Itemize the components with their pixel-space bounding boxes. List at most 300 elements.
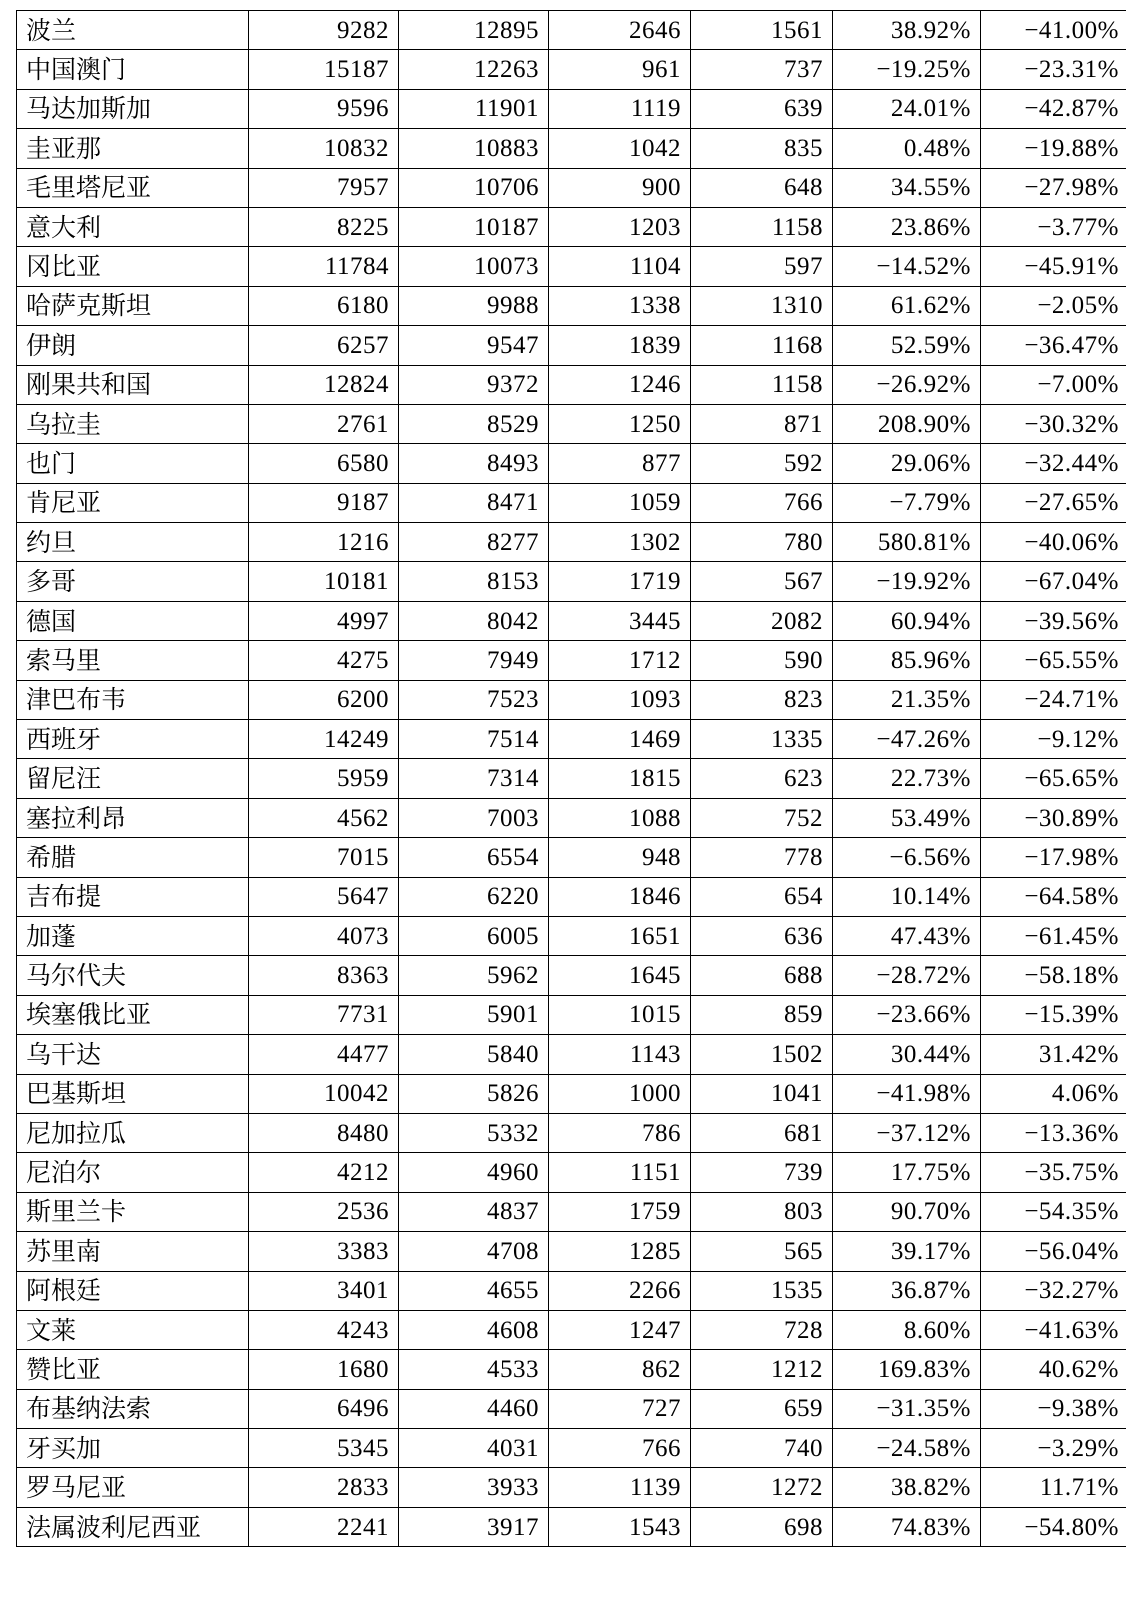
- cell-value2: 5901: [399, 995, 549, 1034]
- cell-pct1: 60.94%: [833, 601, 981, 640]
- cell-pct1: 74.83%: [833, 1507, 981, 1546]
- cell-value1: 2536: [249, 1192, 399, 1231]
- table-row: [17, 720, 1126, 759]
- cell-pct2: −32.44%: [981, 444, 1126, 483]
- cell-value3: 1651: [549, 916, 691, 955]
- statistics-table: [16, 10, 1126, 1547]
- row-label: 尼泊尔: [17, 1153, 249, 1192]
- row-label: 德国: [17, 601, 249, 640]
- cell-value1: 7015: [249, 838, 399, 877]
- cell-value1: 5345: [249, 1429, 399, 1468]
- cell-pct1: −14.52%: [833, 247, 981, 286]
- cell-pct1: −26.92%: [833, 365, 981, 404]
- cell-pct2: 40.62%: [981, 1350, 1126, 1389]
- cell-value4: 681: [691, 1113, 833, 1152]
- cell-pct1: −19.25%: [833, 50, 981, 89]
- cell-pct2: −30.32%: [981, 404, 1126, 443]
- row-label: 津巴布韦: [17, 680, 249, 719]
- row-label: 乌干达: [17, 1035, 249, 1074]
- cell-pct2: −9.12%: [981, 720, 1126, 759]
- row-label: 布基纳法索: [17, 1389, 249, 1428]
- cell-value3: 1151: [549, 1153, 691, 1192]
- row-label: 波兰: [17, 11, 249, 50]
- table-row: [17, 1271, 1126, 1310]
- row-label: 冈比亚: [17, 247, 249, 286]
- cell-pct2: −27.65%: [981, 483, 1126, 522]
- cell-value2: 8042: [399, 601, 549, 640]
- cell-pct1: 17.75%: [833, 1153, 981, 1192]
- cell-value4: 1158: [691, 365, 833, 404]
- cell-value4: 565: [691, 1232, 833, 1271]
- cell-pct1: 22.73%: [833, 759, 981, 798]
- cell-value4: 654: [691, 877, 833, 916]
- cell-value3: 1139: [549, 1468, 691, 1507]
- cell-value4: 567: [691, 562, 833, 601]
- cell-value3: 1143: [549, 1035, 691, 1074]
- cell-value3: 1203: [549, 207, 691, 246]
- cell-value1: 5959: [249, 759, 399, 798]
- table-row: [17, 759, 1126, 798]
- cell-value4: 590: [691, 641, 833, 680]
- cell-pct1: 36.87%: [833, 1271, 981, 1310]
- cell-value2: 3933: [399, 1468, 549, 1507]
- cell-pct1: 580.81%: [833, 523, 981, 562]
- cell-value2: 5840: [399, 1035, 549, 1074]
- table-row: [17, 89, 1126, 128]
- cell-value4: 778: [691, 838, 833, 877]
- cell-value4: 1535: [691, 1271, 833, 1310]
- cell-value4: 1168: [691, 326, 833, 365]
- cell-value1: 3401: [249, 1271, 399, 1310]
- cell-pct2: −2.05%: [981, 286, 1126, 325]
- cell-value4: 636: [691, 916, 833, 955]
- cell-value3: 961: [549, 50, 691, 89]
- cell-value2: 4837: [399, 1192, 549, 1231]
- table-row: [17, 50, 1126, 89]
- cell-pct1: −41.98%: [833, 1074, 981, 1113]
- row-label: 马尔代夫: [17, 956, 249, 995]
- cell-value2: 8153: [399, 562, 549, 601]
- cell-pct2: −32.27%: [981, 1271, 1126, 1310]
- cell-pct2: −19.88%: [981, 129, 1126, 168]
- row-label: 巴基斯坦: [17, 1074, 249, 1113]
- cell-pct2: −54.35%: [981, 1192, 1126, 1231]
- cell-value1: 2761: [249, 404, 399, 443]
- cell-value1: 2833: [249, 1468, 399, 1507]
- table-row: [17, 1113, 1126, 1152]
- row-label: 牙买加: [17, 1429, 249, 1468]
- cell-value1: 4073: [249, 916, 399, 955]
- cell-pct2: −13.36%: [981, 1113, 1126, 1152]
- cell-value4: 780: [691, 523, 833, 562]
- cell-pct2: −23.31%: [981, 50, 1126, 89]
- row-label: 圭亚那: [17, 129, 249, 168]
- cell-value3: 1839: [549, 326, 691, 365]
- table-row: [17, 1350, 1126, 1389]
- cell-value4: 639: [691, 89, 833, 128]
- cell-pct1: 52.59%: [833, 326, 981, 365]
- cell-value3: 948: [549, 838, 691, 877]
- cell-value4: 1310: [691, 286, 833, 325]
- table-row: [17, 444, 1126, 483]
- cell-value2: 8471: [399, 483, 549, 522]
- cell-value3: 1469: [549, 720, 691, 759]
- cell-value3: 1247: [549, 1310, 691, 1349]
- cell-value1: 9187: [249, 483, 399, 522]
- table-row: [17, 956, 1126, 995]
- cell-value2: 11901: [399, 89, 549, 128]
- cell-value3: 766: [549, 1429, 691, 1468]
- cell-value4: 698: [691, 1507, 833, 1546]
- row-label: 留尼汪: [17, 759, 249, 798]
- table-row: [17, 1507, 1126, 1546]
- cell-value4: 1561: [691, 11, 833, 50]
- cell-value3: 727: [549, 1389, 691, 1428]
- cell-value4: 835: [691, 129, 833, 168]
- row-label: 罗马尼亚: [17, 1468, 249, 1507]
- row-label: 毛里塔尼亚: [17, 168, 249, 207]
- cell-value1: 4997: [249, 601, 399, 640]
- cell-pct2: −24.71%: [981, 680, 1126, 719]
- row-label: 希腊: [17, 838, 249, 877]
- cell-pct1: 53.49%: [833, 798, 981, 837]
- cell-value2: 5962: [399, 956, 549, 995]
- table-row: [17, 326, 1126, 365]
- cell-pct2: −3.77%: [981, 207, 1126, 246]
- cell-pct1: 23.86%: [833, 207, 981, 246]
- cell-value1: 2241: [249, 1507, 399, 1546]
- row-label: 尼加拉瓜: [17, 1113, 249, 1152]
- cell-value3: 1088: [549, 798, 691, 837]
- cell-pct1: 90.70%: [833, 1192, 981, 1231]
- cell-value2: 6220: [399, 877, 549, 916]
- cell-value3: 2646: [549, 11, 691, 50]
- cell-value1: 6180: [249, 286, 399, 325]
- cell-pct2: −30.89%: [981, 798, 1126, 837]
- cell-pct1: 38.92%: [833, 11, 981, 50]
- cell-pct2: −7.00%: [981, 365, 1126, 404]
- cell-pct1: 85.96%: [833, 641, 981, 680]
- row-label: 肯尼亚: [17, 483, 249, 522]
- cell-value2: 4960: [399, 1153, 549, 1192]
- cell-value2: 7523: [399, 680, 549, 719]
- cell-pct2: −54.80%: [981, 1507, 1126, 1546]
- cell-value3: 1645: [549, 956, 691, 995]
- cell-value3: 1815: [549, 759, 691, 798]
- cell-pct2: −3.29%: [981, 1429, 1126, 1468]
- cell-value1: 5647: [249, 877, 399, 916]
- cell-value4: 648: [691, 168, 833, 207]
- row-label: 也门: [17, 444, 249, 483]
- cell-value4: 1212: [691, 1350, 833, 1389]
- cell-value2: 9547: [399, 326, 549, 365]
- row-label: 赞比亚: [17, 1350, 249, 1389]
- row-label: 多哥: [17, 562, 249, 601]
- cell-value2: 7003: [399, 798, 549, 837]
- cell-pct2: −41.00%: [981, 11, 1126, 50]
- cell-value3: 2266: [549, 1271, 691, 1310]
- cell-value4: 1502: [691, 1035, 833, 1074]
- cell-pct1: −23.66%: [833, 995, 981, 1034]
- cell-value1: 8480: [249, 1113, 399, 1152]
- cell-value3: 862: [549, 1350, 691, 1389]
- cell-value2: 10187: [399, 207, 549, 246]
- cell-pct1: −37.12%: [833, 1113, 981, 1152]
- cell-value2: 5826: [399, 1074, 549, 1113]
- row-label: 索马里: [17, 641, 249, 680]
- cell-value2: 12895: [399, 11, 549, 50]
- cell-pct2: −67.04%: [981, 562, 1126, 601]
- cell-value1: 6257: [249, 326, 399, 365]
- cell-value3: 1119: [549, 89, 691, 128]
- cell-value2: 4533: [399, 1350, 549, 1389]
- cell-value4: 739: [691, 1153, 833, 1192]
- cell-value3: 900: [549, 168, 691, 207]
- cell-value1: 11784: [249, 247, 399, 286]
- cell-value4: 871: [691, 404, 833, 443]
- cell-value2: 3917: [399, 1507, 549, 1546]
- row-label: 吉布提: [17, 877, 249, 916]
- cell-pct1: 38.82%: [833, 1468, 981, 1507]
- cell-pct1: 8.60%: [833, 1310, 981, 1349]
- cell-value3: 1338: [549, 286, 691, 325]
- table-row: [17, 168, 1126, 207]
- cell-value3: 1059: [549, 483, 691, 522]
- cell-value1: 12824: [249, 365, 399, 404]
- table-row: [17, 1429, 1126, 1468]
- cell-value1: 3383: [249, 1232, 399, 1271]
- cell-value3: 1719: [549, 562, 691, 601]
- cell-value2: 4460: [399, 1389, 549, 1428]
- cell-value4: 740: [691, 1429, 833, 1468]
- table-row: [17, 1192, 1126, 1231]
- cell-pct2: 31.42%: [981, 1035, 1126, 1074]
- table-row: [17, 286, 1126, 325]
- cell-value4: 1335: [691, 720, 833, 759]
- cell-pct2: 11.71%: [981, 1468, 1126, 1507]
- row-label: 刚果共和国: [17, 365, 249, 404]
- cell-pct2: −64.58%: [981, 877, 1126, 916]
- cell-pct1: −6.56%: [833, 838, 981, 877]
- cell-value2: 4655: [399, 1271, 549, 1310]
- cell-pct1: 34.55%: [833, 168, 981, 207]
- cell-value1: 7731: [249, 995, 399, 1034]
- row-label: 苏里南: [17, 1232, 249, 1271]
- cell-value2: 7949: [399, 641, 549, 680]
- cell-value3: 1285: [549, 1232, 691, 1271]
- cell-value2: 10073: [399, 247, 549, 286]
- cell-pct2: −65.55%: [981, 641, 1126, 680]
- cell-value1: 4477: [249, 1035, 399, 1074]
- cell-value1: 7957: [249, 168, 399, 207]
- cell-value4: 688: [691, 956, 833, 995]
- row-label: 伊朗: [17, 326, 249, 365]
- cell-pct2: −42.87%: [981, 89, 1126, 128]
- table-row: [17, 1035, 1126, 1074]
- cell-pct1: −7.79%: [833, 483, 981, 522]
- cell-pct2: −17.98%: [981, 838, 1126, 877]
- cell-value1: 1216: [249, 523, 399, 562]
- cell-value2: 6005: [399, 916, 549, 955]
- cell-value3: 786: [549, 1113, 691, 1152]
- cell-value4: 737: [691, 50, 833, 89]
- cell-value2: 7314: [399, 759, 549, 798]
- cell-value4: 859: [691, 995, 833, 1034]
- cell-pct2: −58.18%: [981, 956, 1126, 995]
- row-label: 法属波利尼西亚: [17, 1507, 249, 1546]
- cell-value4: 823: [691, 680, 833, 719]
- row-label: 意大利: [17, 207, 249, 246]
- cell-value1: 8363: [249, 956, 399, 995]
- table-row: [17, 1232, 1126, 1271]
- cell-value3: 1246: [549, 365, 691, 404]
- table-row: [17, 1153, 1126, 1192]
- cell-pct2: −35.75%: [981, 1153, 1126, 1192]
- cell-value1: 15187: [249, 50, 399, 89]
- row-label: 中国澳门: [17, 50, 249, 89]
- table-row: [17, 562, 1126, 601]
- cell-value2: 4708: [399, 1232, 549, 1271]
- row-label: 西班牙: [17, 720, 249, 759]
- cell-pct2: −65.65%: [981, 759, 1126, 798]
- row-label: 约旦: [17, 523, 249, 562]
- cell-pct2: −61.45%: [981, 916, 1126, 955]
- cell-value1: 6496: [249, 1389, 399, 1428]
- cell-value3: 1042: [549, 129, 691, 168]
- row-label: 乌拉圭: [17, 404, 249, 443]
- row-label: 马达加斯加: [17, 89, 249, 128]
- table-row: [17, 798, 1126, 837]
- table-row: [17, 207, 1126, 246]
- table-row: [17, 916, 1126, 955]
- cell-pct1: 29.06%: [833, 444, 981, 483]
- table-row: [17, 1310, 1126, 1349]
- cell-value4: 728: [691, 1310, 833, 1349]
- cell-value4: 766: [691, 483, 833, 522]
- cell-value2: 10706: [399, 168, 549, 207]
- row-label: 哈萨克斯坦: [17, 286, 249, 325]
- cell-value1: 9596: [249, 89, 399, 128]
- cell-value2: 8493: [399, 444, 549, 483]
- cell-value4: 1041: [691, 1074, 833, 1113]
- cell-value1: 14249: [249, 720, 399, 759]
- cell-pct1: 10.14%: [833, 877, 981, 916]
- table-row: [17, 11, 1126, 50]
- cell-value1: 10832: [249, 129, 399, 168]
- cell-pct2: −15.39%: [981, 995, 1126, 1034]
- table-row: [17, 247, 1126, 286]
- cell-pct1: 30.44%: [833, 1035, 981, 1074]
- cell-pct1: 0.48%: [833, 129, 981, 168]
- row-label: 阿根廷: [17, 1271, 249, 1310]
- cell-pct1: −19.92%: [833, 562, 981, 601]
- table-row: [17, 1468, 1126, 1507]
- table-row: [17, 877, 1126, 916]
- cell-pct1: −31.35%: [833, 1389, 981, 1428]
- cell-value4: 592: [691, 444, 833, 483]
- cell-value4: 597: [691, 247, 833, 286]
- cell-value2: 9372: [399, 365, 549, 404]
- table-row: [17, 523, 1126, 562]
- table-row: [17, 404, 1126, 443]
- cell-pct2: −36.47%: [981, 326, 1126, 365]
- cell-value3: 3445: [549, 601, 691, 640]
- cell-value2: 5332: [399, 1113, 549, 1152]
- cell-pct1: −28.72%: [833, 956, 981, 995]
- cell-value1: 4243: [249, 1310, 399, 1349]
- row-label: 文莱: [17, 1310, 249, 1349]
- table-row: [17, 483, 1126, 522]
- cell-pct2: −40.06%: [981, 523, 1126, 562]
- row-label: 斯里兰卡: [17, 1192, 249, 1231]
- table-row: [17, 365, 1126, 404]
- cell-value3: 1759: [549, 1192, 691, 1231]
- cell-value3: 1543: [549, 1507, 691, 1546]
- cell-value1: 1680: [249, 1350, 399, 1389]
- cell-pct1: 21.35%: [833, 680, 981, 719]
- cell-value4: 623: [691, 759, 833, 798]
- cell-value1: 8225: [249, 207, 399, 246]
- cell-pct2: −41.63%: [981, 1310, 1126, 1349]
- cell-value2: 4608: [399, 1310, 549, 1349]
- cell-pct1: 24.01%: [833, 89, 981, 128]
- cell-value3: 1015: [549, 995, 691, 1034]
- cell-pct1: −47.26%: [833, 720, 981, 759]
- cell-pct2: −27.98%: [981, 168, 1126, 207]
- cell-pct2: −39.56%: [981, 601, 1126, 640]
- table-row: [17, 1074, 1126, 1113]
- row-label: 加蓬: [17, 916, 249, 955]
- table-row: [17, 129, 1126, 168]
- cell-pct1: −24.58%: [833, 1429, 981, 1468]
- cell-pct1: 39.17%: [833, 1232, 981, 1271]
- cell-value2: 8529: [399, 404, 549, 443]
- cell-pct1: 208.90%: [833, 404, 981, 443]
- cell-value3: 1302: [549, 523, 691, 562]
- cell-value3: 877: [549, 444, 691, 483]
- cell-value4: 659: [691, 1389, 833, 1428]
- cell-pct2: −45.91%: [981, 247, 1126, 286]
- cell-value2: 4031: [399, 1429, 549, 1468]
- row-label: 埃塞俄比亚: [17, 995, 249, 1034]
- cell-value1: 9282: [249, 11, 399, 50]
- cell-value3: 1104: [549, 247, 691, 286]
- cell-value3: 1250: [549, 404, 691, 443]
- cell-value3: 1093: [549, 680, 691, 719]
- cell-value3: 1846: [549, 877, 691, 916]
- cell-pct1: 61.62%: [833, 286, 981, 325]
- table-row: [17, 601, 1126, 640]
- table-row: [17, 680, 1126, 719]
- cell-value2: 10883: [399, 129, 549, 168]
- cell-value4: 1158: [691, 207, 833, 246]
- cell-value1: 10042: [249, 1074, 399, 1113]
- row-label: 塞拉利昂: [17, 798, 249, 837]
- cell-pct2: −56.04%: [981, 1232, 1126, 1271]
- cell-value1: 4275: [249, 641, 399, 680]
- cell-pct2: −9.38%: [981, 1389, 1126, 1428]
- cell-value2: 6554: [399, 838, 549, 877]
- cell-pct1: 169.83%: [833, 1350, 981, 1389]
- cell-value1: 4562: [249, 798, 399, 837]
- cell-pct2: 4.06%: [981, 1074, 1126, 1113]
- table-body: [17, 11, 1126, 1547]
- cell-value1: 10181: [249, 562, 399, 601]
- cell-pct1: 47.43%: [833, 916, 981, 955]
- cell-value1: 6580: [249, 444, 399, 483]
- cell-value4: 2082: [691, 601, 833, 640]
- cell-value2: 9988: [399, 286, 549, 325]
